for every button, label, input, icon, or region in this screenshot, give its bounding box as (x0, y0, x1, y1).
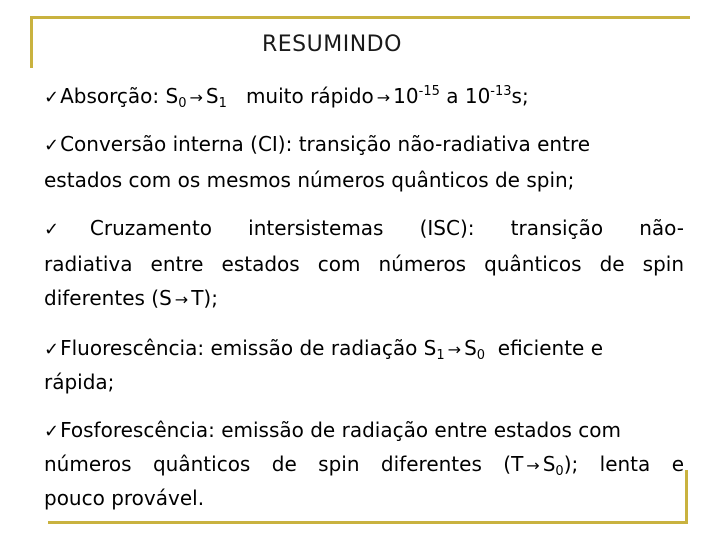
arrow-icon: → (189, 88, 203, 107)
fluorescencia-to-sub: 0 (476, 348, 486, 363)
checkmark-icon: ✓ (44, 421, 60, 442)
fosforescencia-line2-sub: 0 (555, 464, 564, 479)
item-isc-line2 (44, 254, 684, 274)
arrow-icon: → (447, 340, 462, 359)
arrow-icon: → (376, 88, 391, 107)
arrow-icon: → (174, 290, 189, 309)
item-absorcao (44, 84, 684, 111)
isc-line3-prefix: diferentes (S (44, 286, 172, 310)
absorcao-range-sep: a (446, 84, 459, 108)
fluorescencia-from-sub: 1 (436, 348, 445, 363)
checkmark-icon: ✓ (44, 339, 60, 360)
item-ci-line2 (44, 170, 684, 190)
checkmark-icon: ✓ (44, 135, 60, 156)
absorcao-from-state: S (165, 84, 179, 108)
item-fluorescencia-line2 (44, 372, 684, 392)
absorcao-speed: muito rápido (245, 84, 374, 108)
checkmark-icon: ✓ (44, 219, 89, 240)
absorcao-range-end: 10 (464, 84, 491, 108)
fosforescencia-line2-state: S (542, 452, 556, 476)
ci-line1: Conversão interna (CI): transição não-radiativa entre (60, 132, 591, 156)
absorcao-range-start: 10 (393, 84, 419, 108)
fosforescencia-line2-group (44, 452, 684, 479)
absorcao-from-sub: 0 (178, 96, 187, 111)
ci-line2: estados com os mesmos números quânticos de spin; (44, 168, 575, 192)
fluorescencia-to-state: S (464, 336, 477, 360)
absorcao-label: Absorção: (60, 84, 160, 108)
item-fosforescencia-line3 (44, 488, 684, 508)
absorcao-to-state: S (205, 84, 219, 108)
fluorescencia-tail: eficiente e (497, 336, 604, 360)
frame-bottom-border (48, 521, 688, 524)
item-fosforescencia-line1 (44, 420, 684, 442)
fosforescencia-line2-suffix: ); lenta e (563, 452, 684, 476)
fosforescencia-line2-prefix: números quânticos de spin diferentes (T (44, 452, 524, 476)
absorcao-range-end-exp: -13 (490, 84, 512, 99)
frame-top-border (30, 16, 690, 19)
absorcao-to-sub: 1 (218, 96, 227, 111)
item-isc-line3 (44, 288, 684, 310)
frame-right-border (685, 470, 688, 524)
item-ci-line1 (44, 134, 684, 156)
checkmark-icon: ✓ (44, 87, 60, 108)
fluorescencia-label: Fluorescência: emissão de radiação S (60, 336, 437, 360)
fosforescencia-line1: Fosforescência: emissão de radiação entre estados com (60, 418, 621, 442)
isc-line1: Cruzamento intersistemas (ISC): transição não- (89, 216, 684, 240)
fosforescencia-line3: pouco provável. (44, 486, 205, 510)
fluorescencia-line2: rápida; (44, 370, 115, 394)
absorcao-range-start-exp: -15 (418, 84, 440, 99)
isc-line3-suffix: T); (191, 286, 218, 310)
page-title: RESUMINDO (262, 32, 402, 57)
absorcao-range-unit: s; (511, 84, 529, 108)
item-isc-line1 (44, 218, 684, 240)
item-fluorescencia-line1 (44, 336, 684, 363)
item-fosforescencia-line2 (44, 452, 684, 479)
arrow-icon: → (526, 456, 540, 475)
frame-left-border (30, 16, 33, 68)
isc-line2: radiativa entre estados com números quânticos de spin (44, 252, 684, 276)
